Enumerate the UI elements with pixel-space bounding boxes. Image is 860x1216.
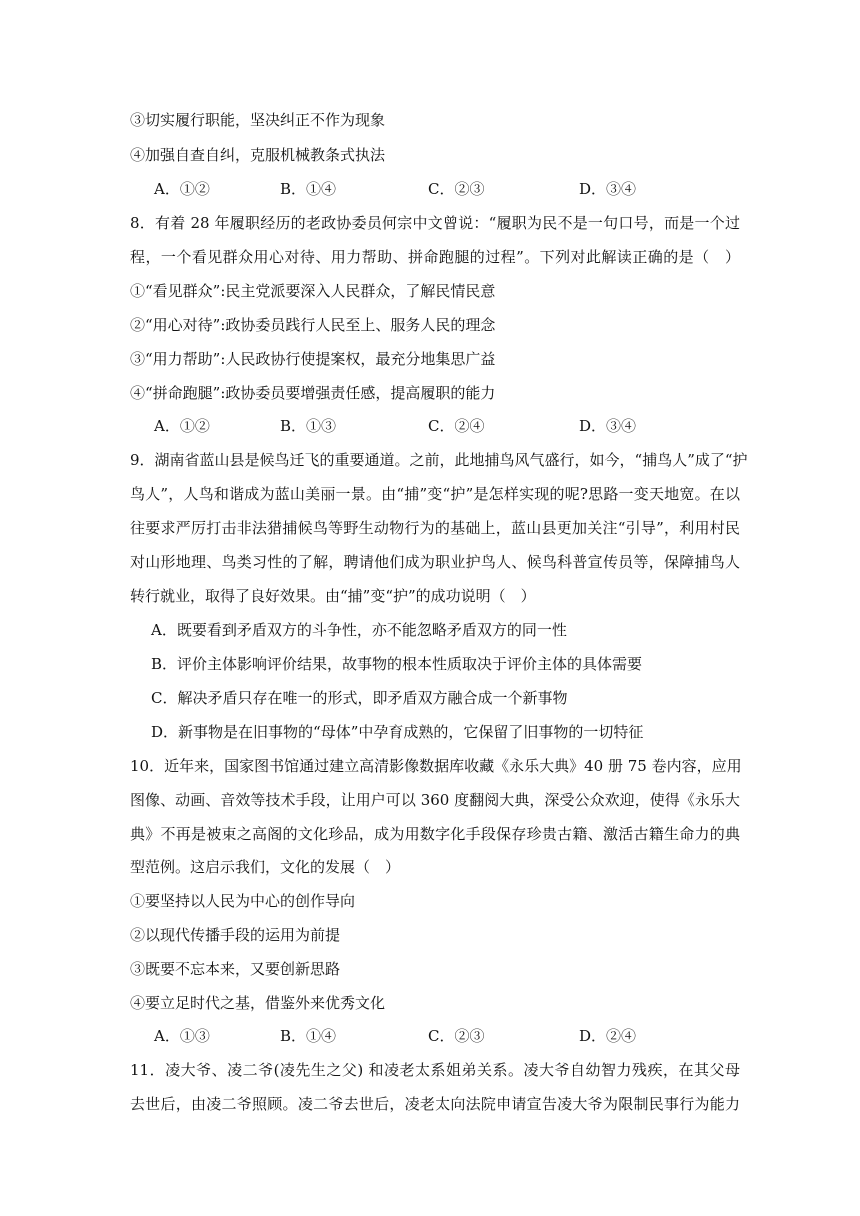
q10-option-d[interactable]: D．②④ [579, 1027, 637, 1045]
q8-item-3: ③“用力帮助”:人民政协行使提案权，最充分地集思广益 [130, 350, 496, 368]
q9-stem-line-4: 对山形地理、鸟类习性的了解，聘请他们成为职业护鸟人、候鸟科普宣传员等，保障捕鸟人 [130, 553, 740, 571]
q8-item-1: ①“看见群众”:民主党派要深入人民群众，了解民情民意 [130, 282, 496, 300]
q7-option-c[interactable]: C．②③ [428, 180, 485, 198]
q7-option-d[interactable]: D．③④ [579, 180, 637, 198]
q10-options [154, 1026, 754, 1046]
q9-choice-c[interactable]: C．解决矛盾只存在唯一的形式，即矛盾双方融合成一个新事物 [151, 689, 568, 707]
q9-stem-line-3: 往要求严厉打击非法猎捕候鸟等野生动物行为的基础上，蓝山县更加关注“引导”，利用村民 [130, 519, 740, 537]
q10-item-4: ④要立足时代之基，借鉴外来优秀文化 [130, 994, 386, 1012]
q10-option-c[interactable]: C．②③ [428, 1027, 485, 1045]
q8-option-d[interactable]: D．③④ [579, 417, 637, 435]
q10-option-b[interactable]: B．①④ [280, 1027, 337, 1045]
q10-stem-line-3: 典》不再是被束之高阁的文化珍品，成为用数字化手段保存珍贵古籍、激活古籍生命力的典 [130, 825, 740, 843]
q8-options [154, 416, 754, 436]
q9-choice-b[interactable]: B．评价主体影响评价结果，故事物的根本性质取决于评价主体的具体需要 [151, 655, 643, 673]
q9-stem-line-5: 转行就业，取得了良好效果。由“捕”变“护”的成功说明（ ） [130, 587, 536, 605]
q8-option-c[interactable]: C．②④ [428, 417, 485, 435]
q10-stem-line-1: 10．近年来，国家图书馆通过建立高清影像数据库收藏《永乐大典》40 册 75 卷内容，应用 [130, 757, 742, 775]
q8-item-4: ④“拼命跑腿”:政协委员要增强责任感，提高履职的能力 [130, 384, 496, 402]
q10-stem-line-2: 图像、动画、音效等技术手段，让用户可以 360 度翻阅大典，深受公众欢迎，使得《永乐大 [130, 791, 740, 809]
q9-stem-line-2: 鸟人”，人鸟和谐成为蓝山美丽一景。由“捕”变“护”是怎样实现的呢?思路一变天地宽。在以 [130, 485, 740, 503]
q7-option-a[interactable]: A．①② [154, 180, 210, 198]
q9-stem-line-1: 9．湖南省蓝山县是候鸟迁飞的重要通道。之前，此地捕鸟风气盛行，如今，“捕鸟人”成了“护 [130, 451, 748, 469]
q7-option-b[interactable]: B．①④ [280, 180, 337, 198]
q8-option-b[interactable]: B．①③ [280, 417, 337, 435]
q7-item-3: ③切实履行职能，坚决纠正不作为现象 [130, 111, 386, 129]
q10-item-3: ③既要不忘本来，又要创新思路 [130, 960, 341, 978]
q10-option-a[interactable]: A．①③ [154, 1027, 210, 1045]
q7-options [154, 179, 754, 199]
q10-item-1: ①要坚持以人民为中心的创作导向 [130, 892, 356, 910]
q9-choice-a[interactable]: A．既要看到矛盾双方的斗争性，亦不能忽略矛盾双方的同一性 [151, 621, 567, 639]
q8-option-a[interactable]: A．①② [154, 417, 210, 435]
q11-stem-line-1: 11．凌大爷、凌二爷(凌先生之父) 和凌老太系姐弟关系。凌大爷自幼智力残疾，在其父母 [130, 1061, 740, 1079]
q8-stem-line-1: 8．有着 28 年履职经历的老政协委员何宗中文曾说：“履职为民不是一句口号，而是一个过 [130, 214, 740, 232]
q11-stem-line-2: 去世后，由凌二爷照顾。凌二爷去世后，凌老太向法院申请宣告凌大爷为限制民事行为能力 [130, 1095, 740, 1113]
q8-item-2: ②“用心对待”:政协委员践行人民至上、服务人民的理念 [130, 316, 496, 334]
q10-stem-line-4: 型范例。这启示我们，文化的发展（ ） [130, 858, 401, 876]
q9-choice-d[interactable]: D．新事物是在旧事物的“母体”中孕育成熟的，它保留了旧事物的一切特征 [151, 723, 644, 741]
q8-stem-line-2: 程，一个看见群众用心对待、用力帮助、拼命跑腿的过程”。下列对此解读正确的是（ ） [130, 248, 740, 266]
q7-item-4: ④加强自查自纠，克服机械教条式执法 [130, 146, 386, 164]
q10-item-2: ②以现代传播手段的运用为前提 [130, 926, 341, 944]
